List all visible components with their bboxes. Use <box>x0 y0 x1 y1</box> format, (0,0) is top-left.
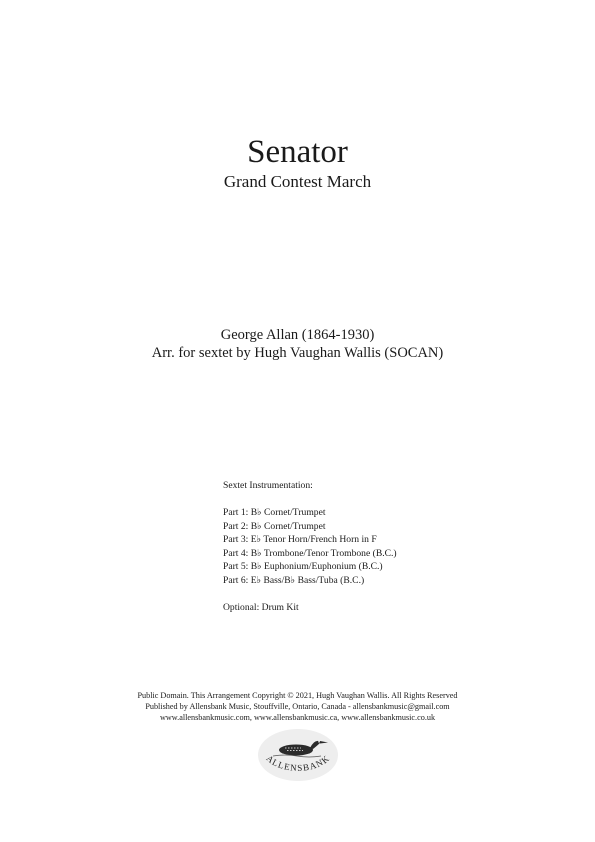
website-line: www.allensbankmusic.com, www.allensbankmusic.ca, www.allensbankmusic.co.uk <box>159 713 436 723</box>
part-item: Part 3: E♭ Tenor Horn/French Horn in F <box>223 534 377 545</box>
part-item: Part 2: B♭ Cornet/Trumpet <box>223 520 326 532</box>
part-item: Part 1: B♭ Cornet/Trumpet <box>223 507 326 518</box>
publisher-logo <box>255 728 341 786</box>
optional-instrument: Optional: Drum Kit <box>223 601 299 613</box>
instrumentation-heading: Sextet Instrumentation: <box>223 480 313 491</box>
copyright-footer <box>0 690 595 724</box>
part-item: Part 5: B♭ Euphonium/Euphonium (B.C.) <box>223 561 383 572</box>
publisher-line: Published by Allensbank Music, Stouffville, Ontario, Canada - allensbankmusic@gmail.com <box>145 702 450 712</box>
piece-title: Senator <box>247 134 348 170</box>
parts-list <box>223 506 397 587</box>
composer-credit: George Allan (1864-1930) <box>220 327 375 343</box>
instrumentation-list <box>223 479 397 614</box>
copyright-line: Public Domain. This Arrangement Copyright © 2021, Hugh Vaughan Wallis. All Rights Reserved <box>137 691 458 700</box>
piece-subtitle: Grand Contest March <box>223 172 372 191</box>
arranger-credit: Arr. for sextet by Hugh Vaughan Wallis (SOCAN) <box>151 345 444 361</box>
logo-text: ALLENSBANK <box>264 753 332 773</box>
part-item: Part 6: E♭ Bass/B♭ Bass/Tuba (B.C.) <box>223 574 365 586</box>
part-item: Part 4: B♭ Trombone/Tenor Trombone (B.C.) <box>223 547 397 559</box>
